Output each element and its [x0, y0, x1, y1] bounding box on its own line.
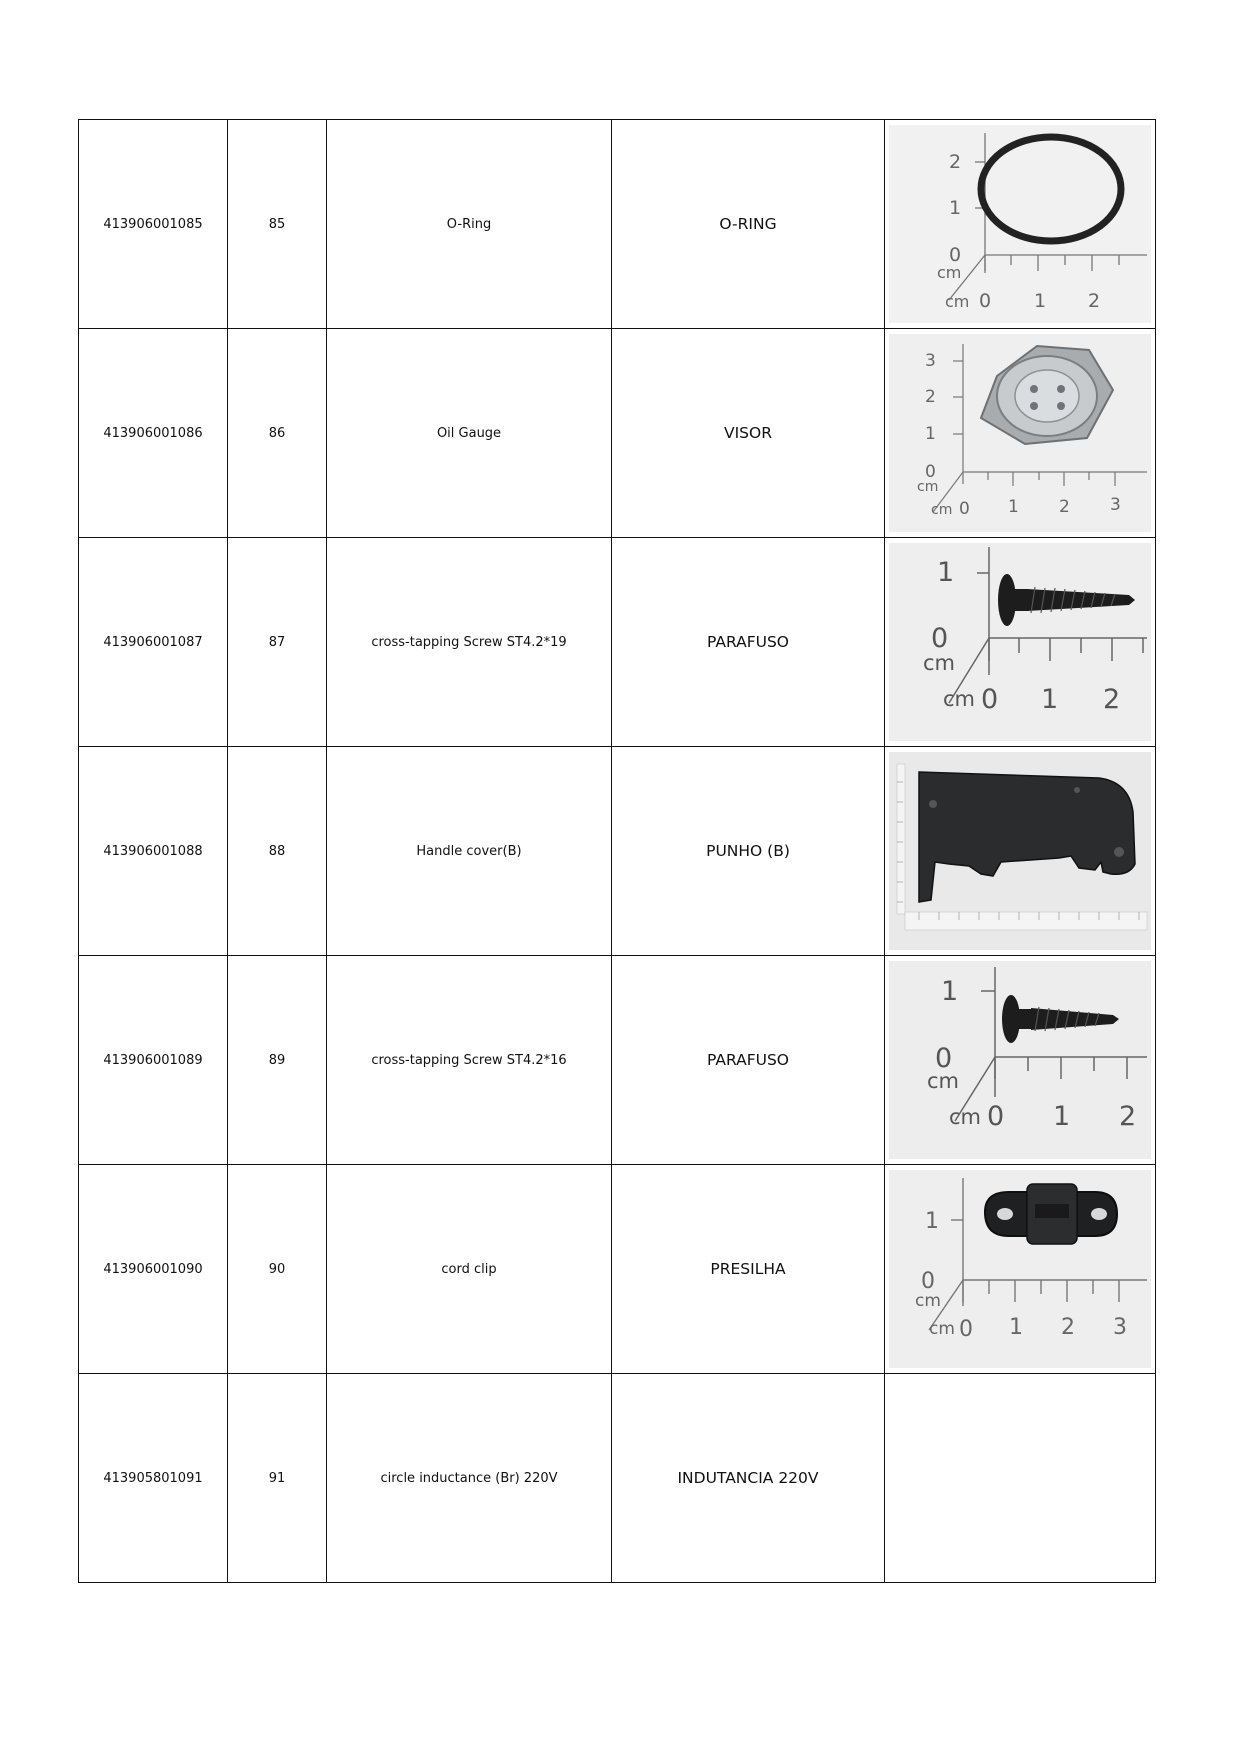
- position-number: 88: [228, 747, 327, 956]
- part-name-en: cross-tapping Screw ST4.2*19: [327, 538, 612, 747]
- svg-text:cm: cm: [929, 1319, 955, 1339]
- svg-text:2: 2: [1103, 684, 1121, 715]
- part-name-en: cord clip: [327, 1165, 612, 1374]
- part-name-pt: PUNHO (B): [612, 747, 885, 956]
- part-photo: [889, 543, 1151, 741]
- svg-text:cm: cm: [927, 1069, 960, 1093]
- svg-text:3: 3: [925, 351, 936, 371]
- part-code: 413906001085: [79, 120, 228, 329]
- svg-text:1: 1: [1034, 290, 1047, 312]
- svg-text:cm: cm: [915, 1291, 941, 1311]
- svg-text:0: 0: [979, 290, 992, 312]
- part-photo: [889, 1170, 1151, 1368]
- part-name-pt: PARAFUSO: [612, 538, 885, 747]
- svg-text:cm: cm: [949, 1105, 982, 1129]
- part-name-pt: PRESILHA: [612, 1165, 885, 1374]
- part-code: 413906001087: [79, 538, 228, 747]
- table-row: [79, 1165, 1156, 1374]
- svg-text:cm: cm: [917, 479, 939, 495]
- svg-text:1: 1: [925, 1209, 939, 1234]
- part-name-en: O-Ring: [327, 120, 612, 329]
- svg-text:1: 1: [1053, 1101, 1071, 1132]
- svg-text:1: 1: [925, 424, 936, 444]
- part-name-pt: O-RING: [612, 120, 885, 329]
- svg-text:1: 1: [1008, 497, 1019, 517]
- svg-text:1: 1: [949, 197, 962, 219]
- position-number: 89: [228, 956, 327, 1165]
- table-row: [79, 120, 1156, 329]
- part-name-pt: INDUTANCIA 220V: [612, 1374, 885, 1583]
- part-photo-cell: [885, 747, 1156, 956]
- part-code: 413906001090: [79, 1165, 228, 1374]
- part-photo: [889, 334, 1151, 532]
- position-number: 87: [228, 538, 327, 747]
- part-photo: [889, 752, 1151, 950]
- position-number: 86: [228, 329, 327, 538]
- svg-text:0: 0: [935, 1043, 953, 1074]
- svg-text:cm: cm: [931, 502, 953, 518]
- part-photo: [889, 961, 1151, 1159]
- part-code: 413906001089: [79, 956, 228, 1165]
- svg-text:cm: cm: [945, 292, 970, 311]
- part-code: 413905801091: [79, 1374, 228, 1583]
- svg-text:0: 0: [959, 1317, 973, 1342]
- svg-text:2: 2: [1061, 1315, 1075, 1340]
- part-name-pt: VISOR: [612, 329, 885, 538]
- table-row: [79, 1374, 1156, 1583]
- svg-text:2: 2: [1059, 497, 1070, 517]
- part-code: 413906001088: [79, 747, 228, 956]
- svg-text:cm: cm: [943, 687, 976, 711]
- part-photo-cell: [885, 1165, 1156, 1374]
- svg-text:2: 2: [1088, 290, 1101, 312]
- part-code: 413906001086: [79, 329, 228, 538]
- position-number: 90: [228, 1165, 327, 1374]
- part-photo: [889, 125, 1151, 323]
- part-photo-cell: [885, 329, 1156, 538]
- svg-text:1: 1: [1009, 1315, 1023, 1340]
- part-photo-cell: [885, 120, 1156, 329]
- svg-text:cm: cm: [937, 263, 962, 282]
- position-number: 85: [228, 120, 327, 329]
- svg-text:3: 3: [1113, 1315, 1127, 1340]
- svg-text:2: 2: [1119, 1101, 1137, 1132]
- part-name-en: circle inductance (Br) 220V: [327, 1374, 612, 1583]
- table-row: [79, 956, 1156, 1165]
- svg-text:0: 0: [921, 1269, 935, 1294]
- part-name-en: Handle cover(B): [327, 747, 612, 956]
- svg-text:0: 0: [981, 684, 999, 715]
- part-name-en: Oil Gauge: [327, 329, 612, 538]
- svg-text:1: 1: [1041, 684, 1059, 715]
- table-row: [79, 329, 1156, 538]
- parts-table: [78, 119, 1156, 1583]
- cord-clip-icon: [985, 1184, 1117, 1244]
- svg-text:2: 2: [925, 387, 936, 407]
- part-photo-cell-empty: [885, 1374, 1156, 1583]
- svg-text:2: 2: [949, 151, 962, 173]
- table-row: [79, 538, 1156, 747]
- part-photo-cell: [885, 956, 1156, 1165]
- part-name-pt: PARAFUSO: [612, 956, 885, 1165]
- table-row: [79, 747, 1156, 956]
- part-name-en: cross-tapping Screw ST4.2*16: [327, 956, 612, 1165]
- svg-text:cm: cm: [923, 651, 956, 675]
- svg-text:1: 1: [941, 976, 959, 1007]
- svg-text:0: 0: [949, 244, 962, 266]
- svg-text:1: 1: [937, 557, 955, 588]
- part-photo-cell: [885, 538, 1156, 747]
- svg-text:0: 0: [931, 623, 949, 654]
- svg-text:0: 0: [925, 462, 936, 482]
- svg-text:0: 0: [959, 499, 970, 519]
- svg-text:0: 0: [987, 1101, 1005, 1132]
- position-number: 91: [228, 1374, 327, 1583]
- svg-text:3: 3: [1110, 495, 1121, 515]
